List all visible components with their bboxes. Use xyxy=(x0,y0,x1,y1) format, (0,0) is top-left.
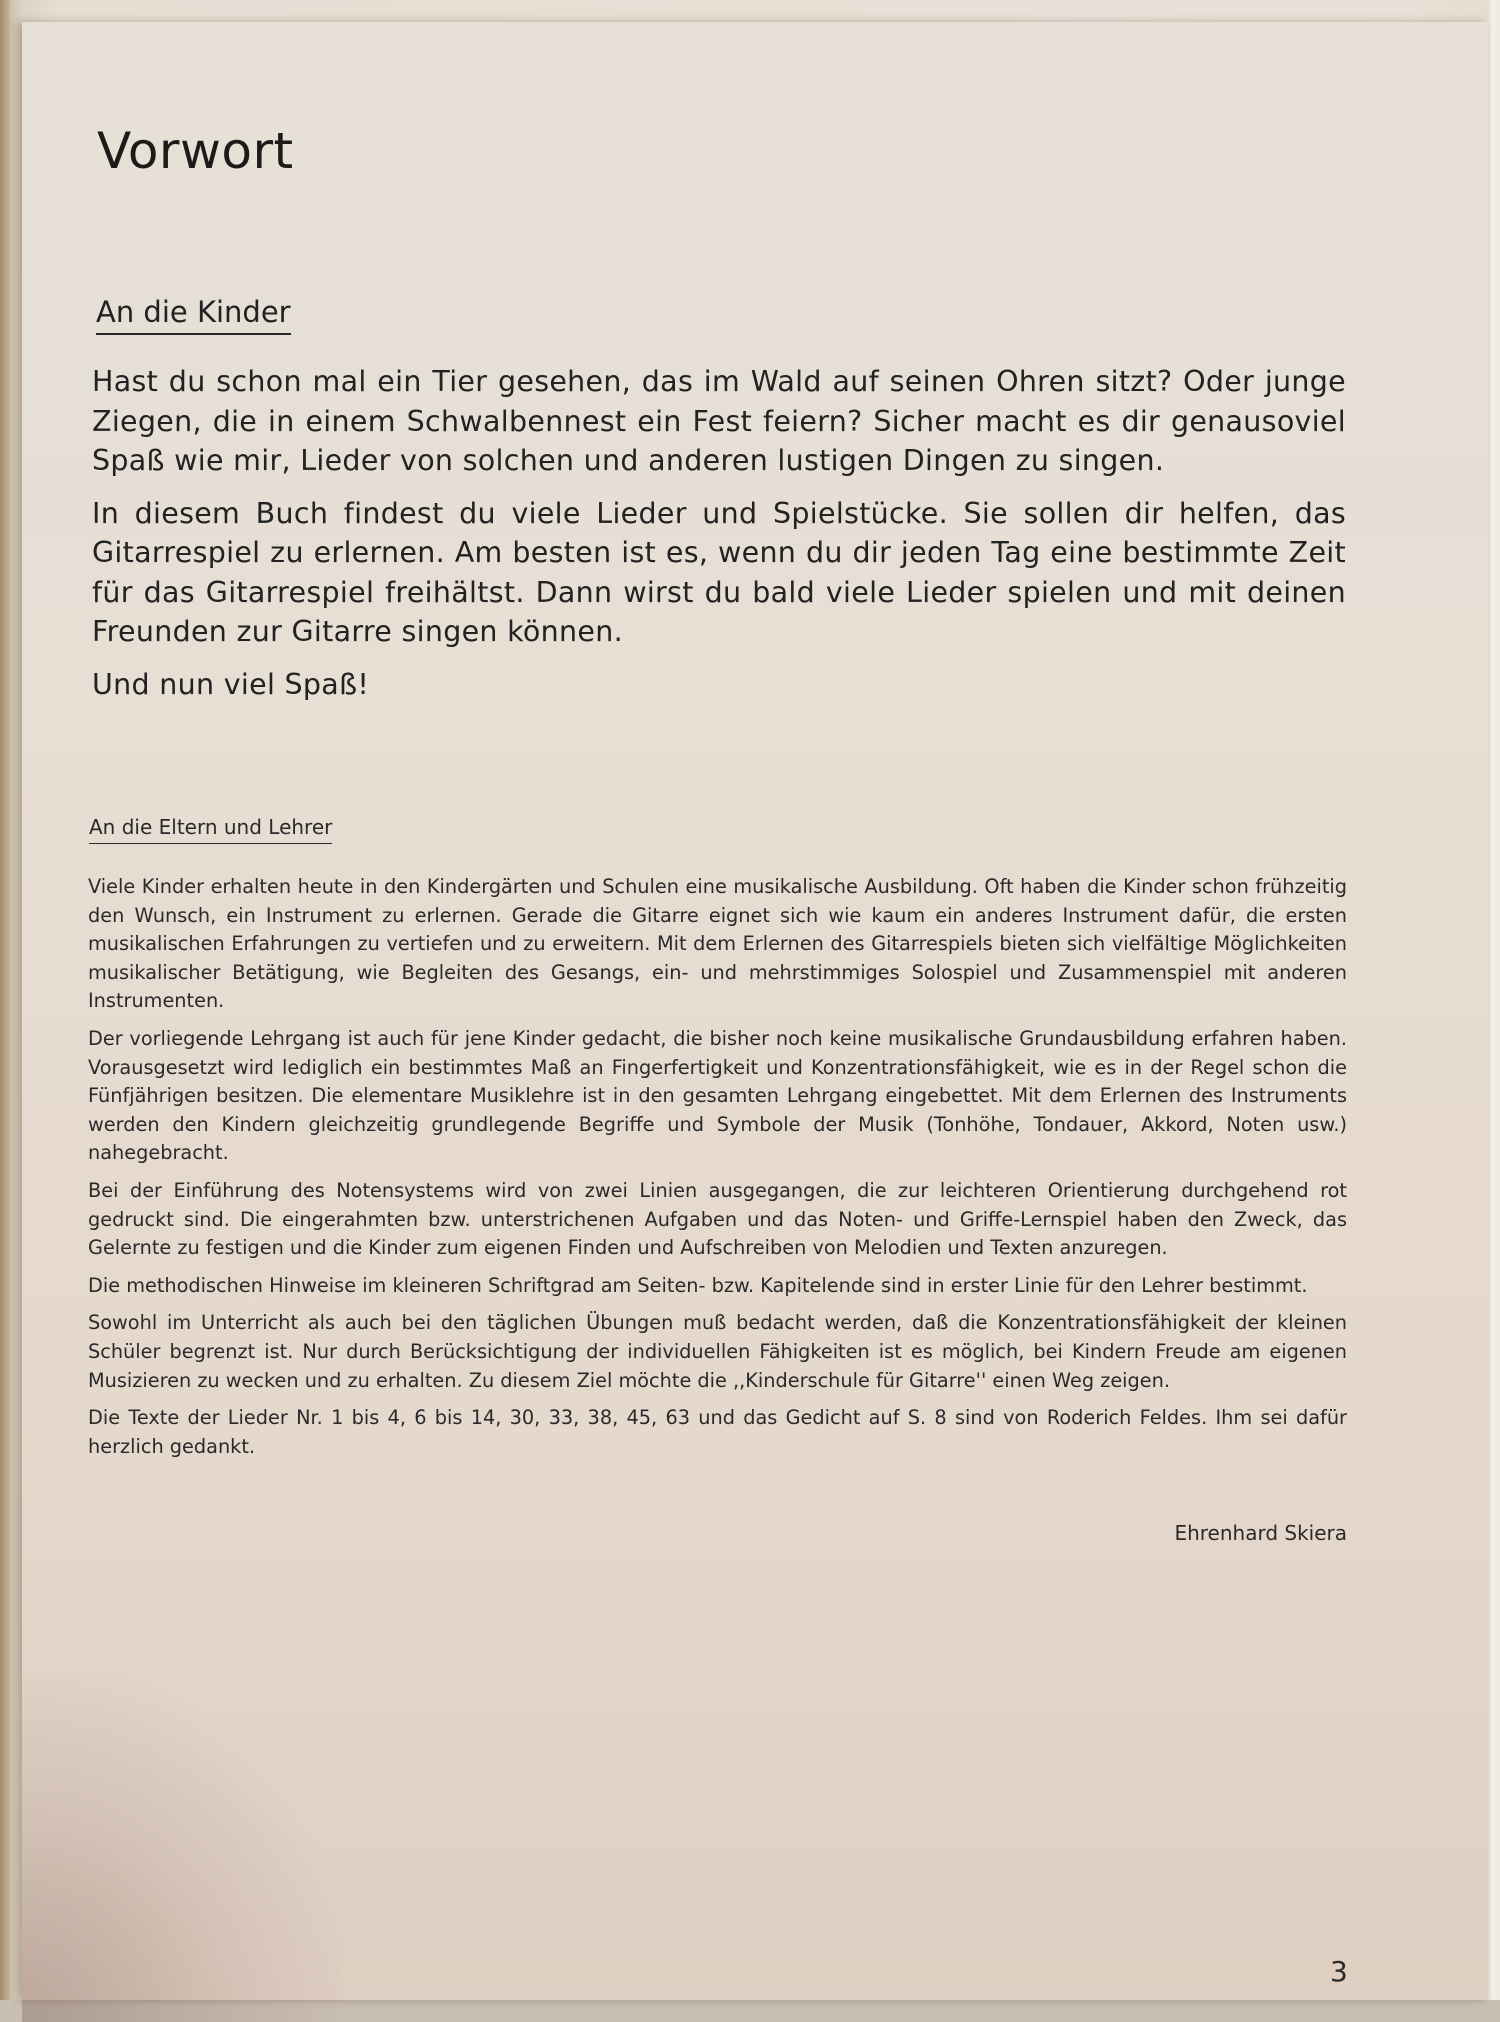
author-signature: Ehrenhard Skiera xyxy=(1174,1521,1347,1545)
page-edge xyxy=(0,0,10,2000)
hand-shadow xyxy=(22,1672,342,2022)
parents-paragraph: Der vorliegende Lehrgang ist auch für jene Kinder gedacht, die bisher noch keine musikalische Grundausbildung erfahren haben. Vorausgesetzt wird lediglich ein bestimmtes Maß an Fingerfertigkeit und Konzentrationsfähigkeit, wie es in der Regel schon die Fünfjährigen besitzen. Die elementare Musiklehre ist in den gesamten Lehrgang eingebettet. Mit dem Erlernen des Instruments werden den Kindern gleichzeitig grundlegende Begriffe und Symbole der Musik (Tonhöhe, Tondauer, Akkord, Noten usw.) nahegebracht. xyxy=(88,1026,1347,1165)
parents-paragraph: Bei der Einführung des Notensystems wird von zwei Linien ausgegangen, die zur leichteren Orientierung durchgehend rot gedruckt sind. Die eingerahmten bzw. unterstrichenen Aufgaben und das Noten- und Griffe-Lernspiel haben den Zweck, das Gelernte zu festigen und die Kinder zum eigenen Finden und Aufschreiben von Melodien und Texten anzuregen. xyxy=(88,1178,1347,1260)
section-heading-kids: An die Kinder xyxy=(96,295,291,335)
page-title: Vorwort xyxy=(97,122,294,180)
kids-section-text xyxy=(92,362,1346,717)
parents-paragraph: Die methodischen Hinweise im kleineren Schriftgrad am Seiten- bzw. Kapitelende sind in erster Linie für den Lehrer bestimmt. xyxy=(88,1273,1308,1297)
section-heading-parents: An die Eltern und Lehrer xyxy=(89,815,332,844)
parents-section-text xyxy=(88,873,1347,1470)
kids-paragraph: Hast du schon mal ein Tier gesehen, das im Wald auf seinen Ohren sitzt? Oder junge Ziegen, die in einem Schwalbennest ein Fest feiern? Sicher macht es dir genausoviel Spaß wie mir, Lieder von solchen und anderen lustigen Dingen zu singen. xyxy=(92,365,1346,477)
kids-paragraph: Und nun viel Spaß! xyxy=(92,667,370,701)
page-number: 3 xyxy=(1330,1955,1348,1988)
parents-paragraph: Die Texte der Lieder Nr. 1 bis 4, 6 bis 14, 30, 33, 38, 45, 63 und das Gedicht auf S. 8 sind von Roderich Feldes. Ihm sei dafür herzlich gedankt. xyxy=(88,1406,1347,1458)
parents-paragraph: Sowohl im Unterricht als auch bei den täglichen Übungen muß bedacht werden, daß die Konzentrationsfähigkeit der kleinen Schüler begrenzt ist. Nur durch Berücksichtigung der individuellen Fähigkeiten ist es möglich, bei Kindern Freude am eigenen Musizieren zu wecken und zu erhalten. Zu diesem Ziel möchte die ,,Kinderschule für Gitarre'' einen Weg zeigen. xyxy=(88,1311,1347,1392)
parents-paragraph: Viele Kinder erhalten heute in den Kindergärten und Schulen eine musikalische Ausbildung. Oft haben die Kinder schon frühzeitig den Wunsch, ein Instrument zu erlernen. Gerade die Gitarre eignet sich wie kaum ein anderes Instrument dafür, die ersten musikalischen Erfahrungen zu vertiefen und zu erweitern. Mit dem Erlernen des Gitarrespiels bieten sich vielfältige Möglichkeiten musikalischer Betätigung, wie Begleiten des Gesangs, ein- und mehrstimmiges Solospiel und Zusammenspiel mit anderen Instrumenten. xyxy=(88,875,1347,1013)
kids-paragraph: In diesem Buch findest du viele Lieder und Spielstücke. Sie sollen dir helfen, das Gitarrespiel zu erlernen. Am besten ist es, wenn du dir jeden Tag eine bestimmte Zeit für das Gitarrespiel freihältst. Dann wirst du bald viele Lieder spielen und mit deinen Freunden zur Gitarre singen können. xyxy=(92,496,1346,648)
